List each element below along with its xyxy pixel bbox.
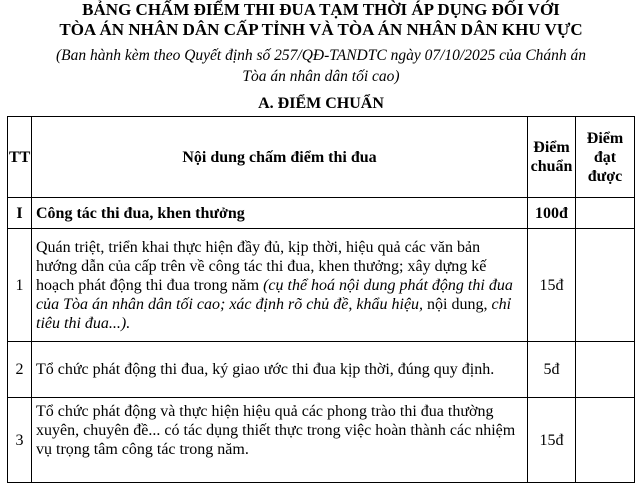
subtitle-line2: Tòa án nhân dân tối cao)	[242, 68, 400, 85]
header-achieved-score: Điểm đạt được	[576, 117, 635, 198]
row-score: 5đ	[528, 342, 576, 398]
section-title: A. ĐIỂM CHUẨN	[258, 95, 384, 112]
row-tt: 2	[8, 342, 32, 398]
header-content: Nội dung chấm điểm thi đua	[32, 117, 528, 198]
row-content	[32, 229, 528, 342]
row-content-italic: (cụ thể hoá nội dung phát động thi đua của Tòa án nhân dân tối cao; xác định rõ chủ đề, khẩu hiệu,	[36, 276, 513, 313]
row-content-plain2: nội dung,	[423, 295, 492, 313]
header-tt: TT	[8, 117, 32, 198]
table-section-row	[8, 198, 635, 229]
document-subtitle	[0, 45, 642, 87]
section-content: Công tác thi đua, khen thưởng	[32, 198, 528, 229]
table-row	[8, 398, 635, 483]
row-achieved	[576, 342, 635, 398]
row-content-italic2: chỉ tiêu thi đua...).	[36, 295, 512, 332]
document-title-line2: TÒA ÁN NHÂN DÂN CẤP TỈNH VÀ TÒA ÁN NHÂN DÂN KHU VỰC	[59, 20, 583, 39]
row-score: 15đ	[528, 229, 576, 342]
section-achieved	[576, 198, 635, 229]
header-standard-score: Điểm chuẩn	[528, 117, 576, 198]
section-tt: I	[8, 198, 32, 229]
row-score: 15đ	[528, 398, 576, 483]
subtitle-line1: (Ban hành kèm theo Quyết định số 257/QĐ-TANDTC ngày 07/10/2025 của Chánh án	[55, 47, 587, 64]
row-achieved	[576, 398, 635, 483]
row-tt: 3	[8, 398, 32, 483]
row-content: Tổ chức phát động và thực hiện hiệu quả các phong trào thi đua thường xuyên, chuyên đề... có tác dụng thiết thực trong việc hoàn thành các nhiệm vụ trọng tâm công tác trong năm.	[32, 398, 528, 483]
row-content: Tổ chức phát động thi đua, ký giao ước thi đua kịp thời, đúng quy định.	[32, 342, 528, 398]
table-header-row	[8, 117, 635, 198]
table-row	[8, 342, 635, 398]
row-tt: 1	[8, 229, 32, 342]
section-score: 100đ	[528, 198, 576, 229]
scoring-table	[7, 116, 635, 483]
table-row	[8, 229, 635, 342]
document-title-line1: BẢNG CHẤM ĐIỂM THI ĐUA TẠM THỜI ÁP DỤNG ĐỐI VỚI	[82, 0, 560, 19]
row-achieved	[576, 229, 635, 342]
row-content-plain: Quán triệt, triển khai thực hiện đầy đủ, kịp thời, hiệu quả các văn bản hướng dẫn của cấp trên về công tác thi đua, khen thưởng; xây dựng kế hoạch phát động thi đua trong năm	[36, 238, 487, 294]
